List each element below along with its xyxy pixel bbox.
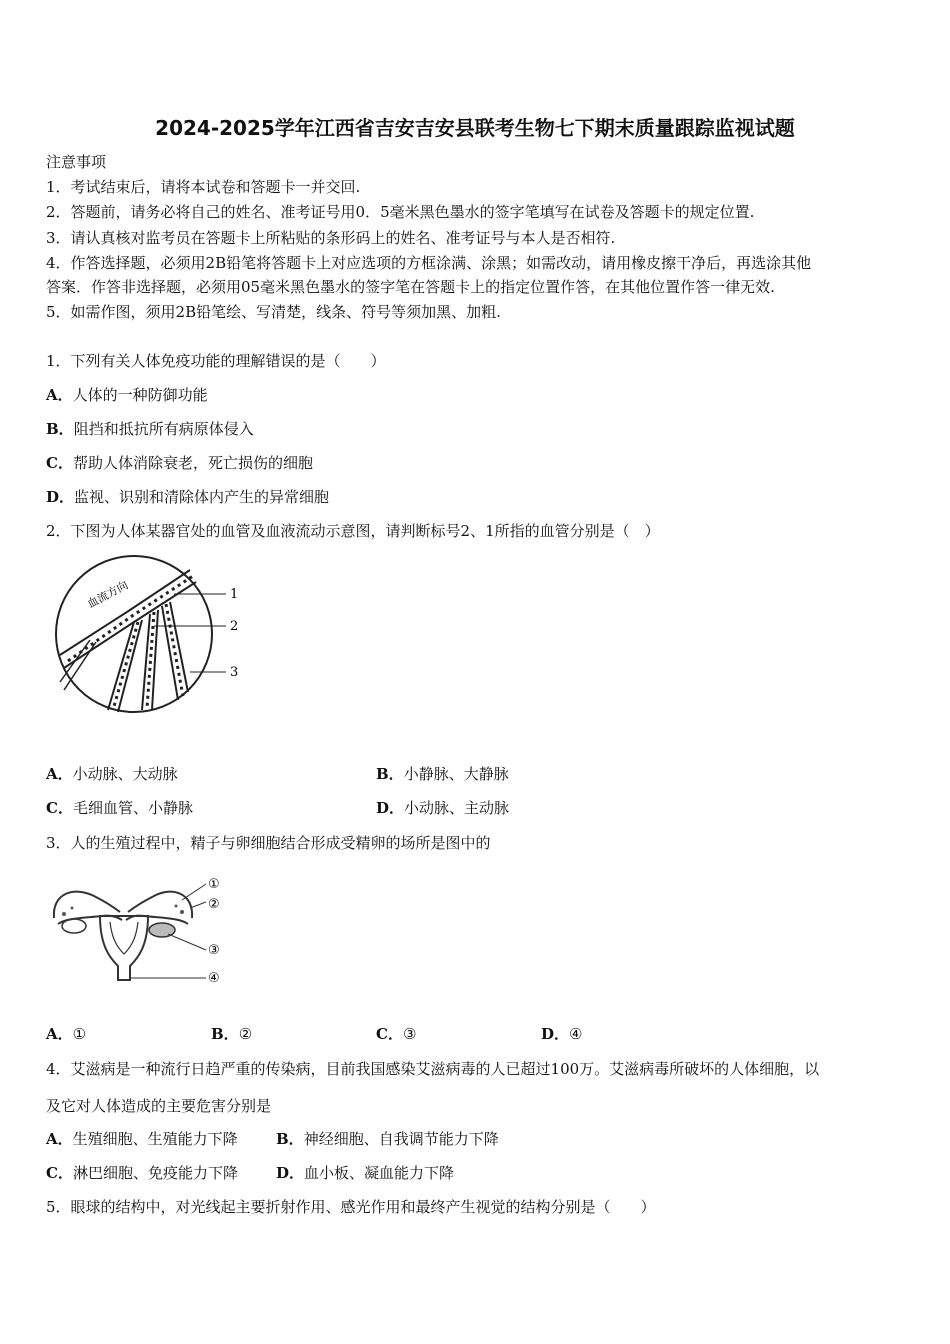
q4-option-d[interactable]: D．血小板、凝血能力下降	[276, 1164, 455, 1182]
q4-option-b[interactable]: B．神经细胞、自我调节能力下降	[276, 1130, 499, 1148]
q4-stem: 4．艾滋病是一种流行日趋严重的传染病，目前我国感染艾滋病毒的人已超过100万。艾滋病毒所破坏的人体细胞，以	[46, 1060, 820, 1078]
reproductive-system-diagram	[44, 868, 234, 993]
q3-stem: 3．人的生殖过程中，精子与卵细胞结合形成受精卵的场所是图中的	[46, 834, 491, 852]
notice-item: 2．答题前，请务必将自己的姓名、准考证号用0．5毫米黑色墨水的签字笔填写在试卷及答题卡的规定位置.	[46, 203, 755, 221]
notice-item: 1．考试结束后，请将本试卷和答题卡一并交回.	[46, 178, 361, 196]
label-1: 1	[230, 587, 239, 602]
q3-option-a[interactable]: A．①	[46, 1025, 87, 1043]
q3-option-b[interactable]: B．②	[211, 1025, 253, 1043]
label-2: 2	[230, 619, 239, 634]
label-3: ③	[208, 943, 220, 958]
q1-stem: 1．下列有关人体免疫功能的理解错误的是（ ）	[46, 352, 386, 370]
notice-item: 4．作答选择题，必须用2B铅笔将答题卡上对应选项的方框涂满、涂黑；如需改动，请用橡皮擦干净后，再选涂其他	[46, 254, 812, 272]
q2-stem: 2．下图为人体某器官处的血管及血液流动示意图，请判断标号2、1所指的血管分别是（ ）	[46, 522, 660, 540]
notice-item: 答案．作答非选择题，必须用05毫米黑色墨水的签字笔在答题卡上的指定位置作答，在其他位置作答一律无效.	[46, 278, 775, 296]
blood-vessel-diagram	[50, 550, 260, 720]
q1-option-a[interactable]: A．人体的一种防御功能	[46, 386, 208, 404]
q2-option-d[interactable]: D．小动脉、主动脉	[376, 799, 510, 817]
q3-option-d[interactable]: D．④	[541, 1025, 583, 1043]
label-3: 3	[230, 665, 239, 680]
label-1: ①	[208, 877, 220, 892]
q3-option-c[interactable]: C．③	[376, 1025, 417, 1043]
q4-option-a[interactable]: A．生殖细胞、生殖能力下降	[46, 1130, 238, 1148]
q4-stem-cont: 及它对人体造成的主要危害分别是	[46, 1097, 272, 1115]
notice-item: 5．如需作图，须用2B铅笔绘、写清楚，线条、符号等须加黑、加粗.	[46, 303, 501, 321]
q5-stem: 5．眼球的结构中，对光线起主要折射作用、感光作用和最终产生视觉的结构分别是（ ）	[46, 1198, 656, 1216]
notice-item: 3．请认真核对监考员在答题卡上所粘贴的条形码上的姓名、准考证号与本人是否相符.	[46, 229, 616, 247]
q2-option-a[interactable]: A．小动脉、大动脉	[46, 765, 178, 783]
q2-option-c[interactable]: C．毛细血管、小静脉	[46, 799, 193, 817]
notice-heading: 注意事项	[46, 153, 107, 171]
label-2: ②	[208, 897, 220, 912]
q2-option-b[interactable]: B．小静脉、大静脉	[376, 765, 509, 783]
label-4: ④	[208, 971, 220, 986]
q1-option-b[interactable]: B．阻挡和抵抗所有病原体侵入	[46, 420, 254, 438]
flow-direction-label: 血流方向	[85, 578, 131, 611]
q4-option-c[interactable]: C．淋巴细胞、免疫能力下降	[46, 1164, 238, 1182]
q1-option-c[interactable]: C．帮助人体消除衰老，死亡损伤的细胞	[46, 454, 313, 472]
q1-option-d[interactable]: D．监视、识别和清除体内产生的异常细胞	[46, 488, 330, 506]
page-title: 2024-2025学年江西省吉安吉安县联考生物七下期末质量跟踪监视试题	[155, 116, 795, 140]
